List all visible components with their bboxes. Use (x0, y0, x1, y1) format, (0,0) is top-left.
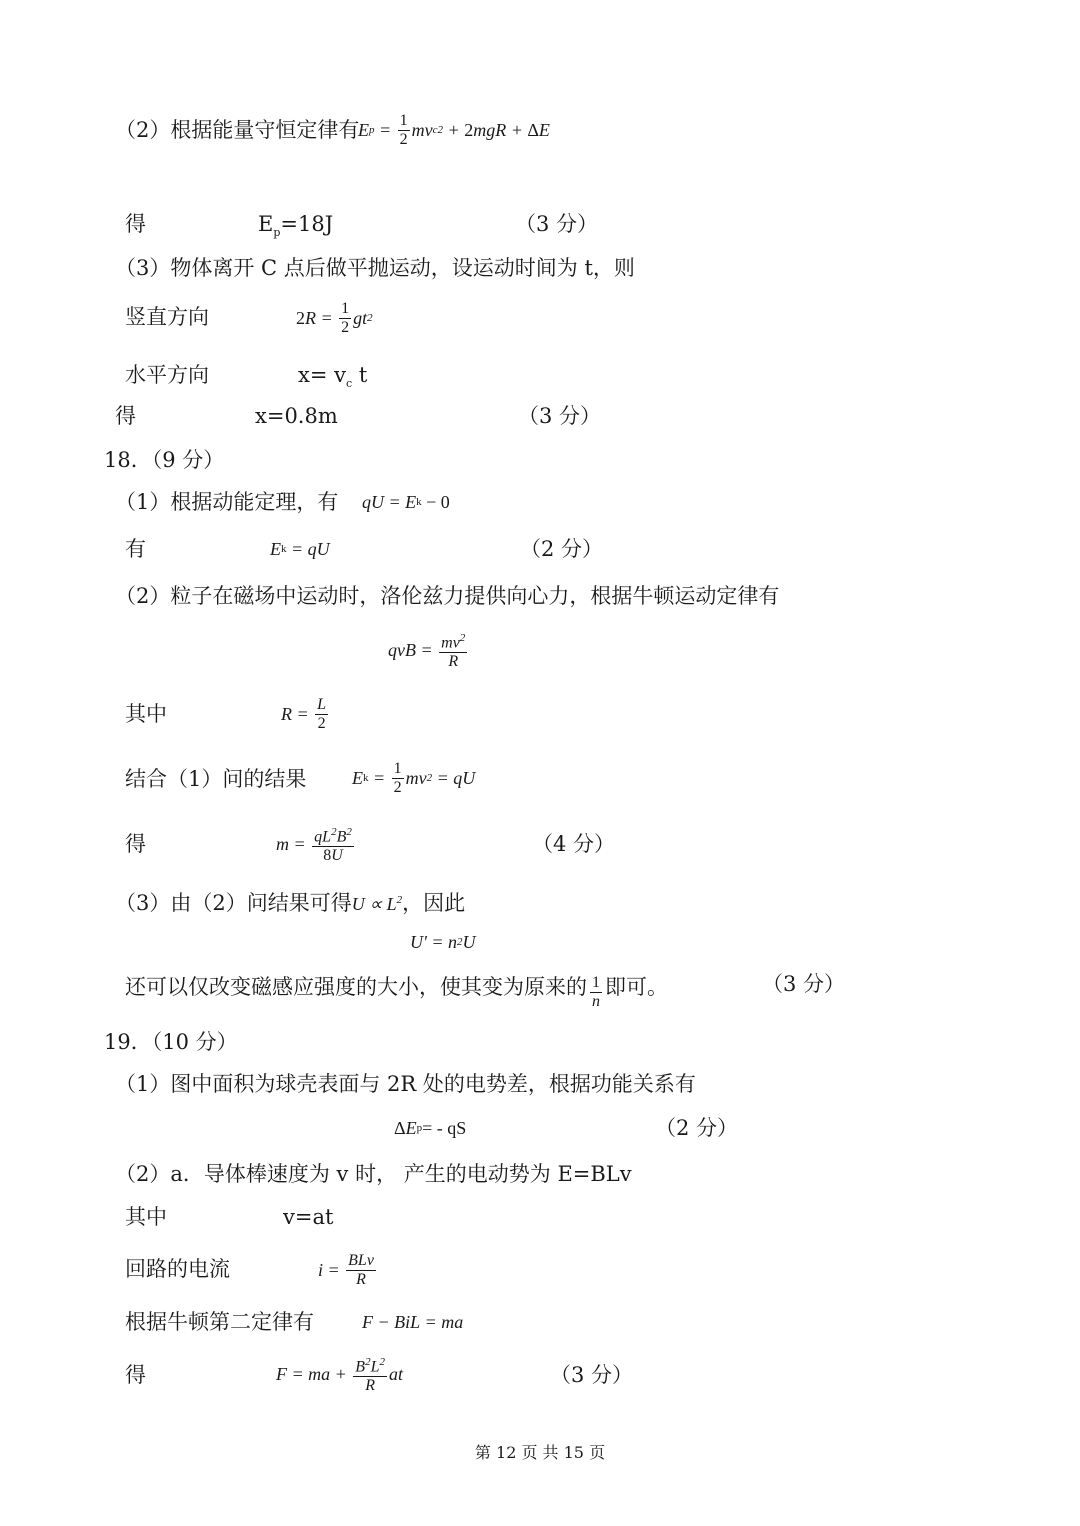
text-line: 竖直方向 (125, 305, 209, 329)
equation-vertical: 2 R = $\frac{1}{2}$ gt 2 (296, 299, 373, 336)
text-line: 根据牛顿第二定律有 (125, 1310, 314, 1334)
text-line: 得 (125, 832, 146, 856)
equation-force: F = ma + $\frac{B^2L^2}{R}$ at (276, 1350, 403, 1398)
text-line: （1）根据动能定理，有 (115, 490, 339, 514)
text-line: （2）粒子在磁场中运动时，洛伦兹力提供向心力，根据牛顿运动定律有 (115, 584, 780, 608)
text-line: 得 (125, 1363, 146, 1387)
result-x: x=0.8m (255, 404, 338, 428)
text-line: 水平方向 (125, 363, 209, 387)
page-footer: 第 12 页 共 15 页 (474, 1443, 606, 1462)
text-line: （2）a．导体棒速度为 v 时， 产生的电动势为 E=BLv (115, 1162, 632, 1186)
text-line: （1）图中面积为球壳表面与 2R 处的电势差，根据功能关系有 (115, 1072, 696, 1096)
text-line: （3）由（2）问结果可得$U \propto L^2$，因此 (115, 891, 466, 915)
score: （3 分） (515, 212, 599, 236)
question-heading: 19．（10 分） (104, 1030, 238, 1054)
text-line: 还可以仅改变磁感应强度的大小，使其变为原来的 $\frac{1}{n}$ 即可。 (125, 974, 668, 1010)
equation-combine: E k = $\frac{1}{2}$ mv 2 = qU (352, 759, 476, 796)
score: （3 分） (518, 404, 602, 428)
score: （3 分） (550, 1363, 634, 1387)
question-heading: 18．（9 分） (104, 448, 225, 472)
equation-voltage: U' = n 2 U (410, 931, 476, 952)
equation-ek: E k = qU (270, 538, 330, 559)
text-line: （3）物体离开 C 点后做平抛运动，设运动时间为 t，则 (115, 256, 635, 280)
score: （2 分） (520, 537, 604, 561)
text-line: 结合（1）问的结果 (125, 767, 307, 791)
score: （3 分） (762, 972, 846, 996)
equation-horizontal: $x= v_c$ t (298, 363, 368, 391)
text-line: 其中 (125, 1205, 167, 1229)
equation-mass: m = $\frac{qL^2B^2}{8U}$ (276, 820, 356, 868)
text-line: 得 (115, 404, 136, 428)
equation-energy: E p = $\frac{1}{2}$ mv c 2 + 2 mgR + Δ E (358, 111, 550, 148)
text-line: 其中 (125, 702, 167, 726)
equation-kinetic: qU = E k − 0 (362, 491, 450, 512)
equation-radius: R = $\frac{L}{2}$ (281, 695, 327, 732)
equation-current: i = $\frac{\text{BLv}}{R}$ (318, 1251, 374, 1288)
equation-newton: F − BiL = ma (362, 1311, 464, 1332)
score: （4 分） (532, 832, 616, 856)
text-line: 回路的电流 (125, 1257, 230, 1281)
text-line: 得 (125, 212, 146, 236)
result-ep: $E_p=18J$ (258, 212, 334, 240)
equation-potential: Δ E p = - qS (394, 1117, 467, 1138)
score: （2 分） (655, 1116, 739, 1140)
text-line: 有 (125, 537, 146, 561)
equation-vat: v=at (283, 1205, 334, 1229)
equation-lorentz: qvB = $\frac{mv^2}{R}$ (388, 626, 469, 674)
text-line: （2）根据能量守恒定律有 (115, 118, 360, 142)
